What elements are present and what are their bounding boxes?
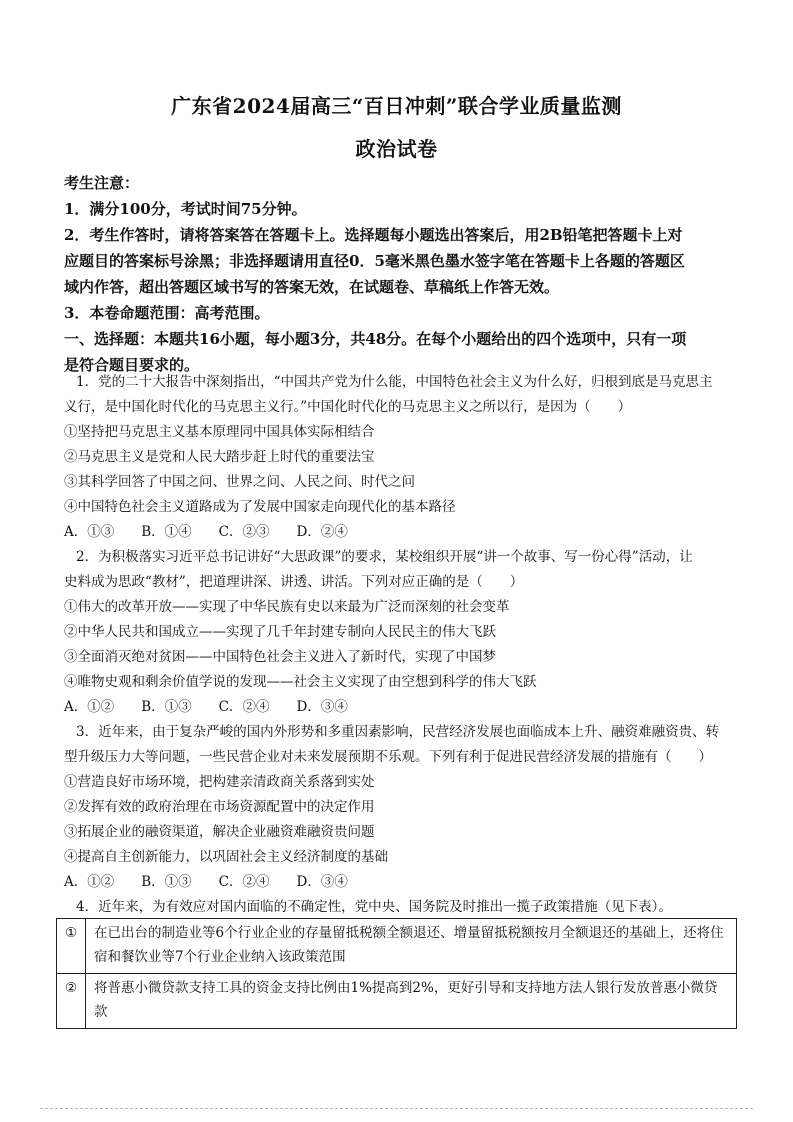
question-stem: 3．近年来，由于复杂严峻的国内外形势和多重因素影响，民营经济发展也面临成本上升、融资难融资贵、转 — [76, 724, 720, 740]
policy-table — [56, 918, 737, 1029]
question-stem: 型升级压力大等问题，一些民营企业对未来发展预期不乐观。下列有利于促进民营经济发展的措施有（ ） — [64, 749, 712, 765]
answer-options: A．①② B．①③ C．②④ D．③④ — [64, 874, 348, 890]
table-row — [57, 974, 737, 1029]
choice-item: ③拓展企业的融资渠道，解决企业融资难融资贵问题 — [64, 824, 375, 840]
answer-options: A．①③ B．①④ C．②③ D．②④ — [64, 524, 348, 540]
question-stem: 4．近年来，为有效应对国内面临的不确定性，党中央、国务院及时推出一揽子政策措施（见下表）。 — [76, 899, 672, 915]
question-stem: 义行，是中国化时代化的马克思主义行。”中国化时代化的马克思主义之所以行，是因为（ ） — [64, 399, 632, 415]
question-1 — [64, 370, 736, 545]
choice-item: ①坚持把马克思主义基本原理同中国具体实际相结合 — [64, 424, 375, 440]
choice-item: ②发挥有效的政府治理在市场资源配置中的决定作用 — [64, 799, 375, 815]
question-2 — [64, 545, 736, 720]
row-number: ① — [57, 919, 86, 974]
section-heading: 一、选择题：本题共16小题，每小题3分，共48分。在每个小题给出的四个选项中，只有一项 — [64, 330, 687, 348]
choice-item: ④中国特色社会主义道路成为了发展中国家走向现代化的基本路径 — [64, 499, 456, 515]
row-number: ② — [57, 974, 86, 1029]
table-row — [57, 919, 737, 974]
row-text: 在已出台的制造业等6个行业企业的存量留抵税额全额退还、增量留抵税额按月全额退还的基础上，还将住宿和餐饮业等7个行业企业纳入该政策范围 — [86, 919, 737, 974]
notice-item: 2．考生作答时，请将答案答在答题卡上。选择题每小题选出答案后，用2B铅笔把答题卡上对 — [64, 226, 683, 244]
choice-item: ②马克思主义是党和人民大踏步赶上时代的重要法宝 — [64, 449, 375, 465]
notice-item: 应题目的答案标号涂黑；非选择题请用直径0．5毫米黑色墨水签字笔在答题卡上各题的答题区 — [64, 252, 685, 270]
section-heading: 是符合题目要求的。 — [64, 356, 200, 374]
choice-item: ④提高自主创新能力，以巩固社会主义经济制度的基础 — [64, 849, 388, 865]
choice-item: ③其科学回答了中国之问、世界之问、人民之问、时代之问 — [64, 474, 415, 490]
question-stem: 2．为积极落实习近平总书记讲好“大思政课”的要求，某校组织开展“讲一个故事、写一份心得”活动，让 — [76, 549, 693, 565]
notice-item: 域内作答，超出答题区域书写的答案无效，在试题卷、草稿纸上作答无效。 — [64, 278, 560, 296]
choice-item: ③全面消灭绝对贫困——中国特色社会主义进入了新时代，实现了中国梦 — [64, 649, 496, 665]
question-stem: 1．党的二十大报告中深刻指出，“中国共产党为什么能，中国特色社会主义为什么好，归根到底是马克思主 — [76, 374, 713, 390]
notice-section — [64, 170, 736, 378]
notice-item: 3．本卷命题范围：高考范围。 — [64, 304, 270, 322]
choice-item: ①营造良好市场环境，把构建亲清政商关系落到实处 — [64, 774, 375, 790]
answer-options: A．①② B．①③ C．②④ D．③④ — [64, 699, 348, 715]
page-subtitle: 政治试卷 — [355, 137, 438, 161]
choice-item: ④唯物史观和剩余价值学说的发现——社会主义实现了由空想到科学的伟大飞跃 — [64, 674, 537, 690]
question-stem: 史料成为思政“教材”，把道理讲深、讲透、讲活。下列对应正确的是（ ） — [64, 574, 524, 590]
row-text: 将普惠小微贷款支持工具的资金支持比例由1%提高到2%，更好引导和支持地方法人银行发放普惠小微贷款 — [86, 974, 737, 1029]
notice-item: 1．满分100分，考试时间75分钟。 — [64, 200, 307, 218]
notice-heading: 考生注意： — [64, 174, 140, 192]
question-4 — [64, 895, 736, 920]
page-title: 广东省2024届高三“百日冲刺”联合学业质量监测 — [171, 94, 622, 118]
choice-item: ②中华人民共和国成立——实现了几千年封建专制向人民民主的伟大飞跃 — [64, 624, 496, 640]
page-divider — [40, 1108, 753, 1109]
choice-item: ①伟大的改革开放——实现了中华民族有史以来最为广泛而深刻的社会变革 — [64, 599, 510, 615]
question-3 — [64, 720, 736, 895]
